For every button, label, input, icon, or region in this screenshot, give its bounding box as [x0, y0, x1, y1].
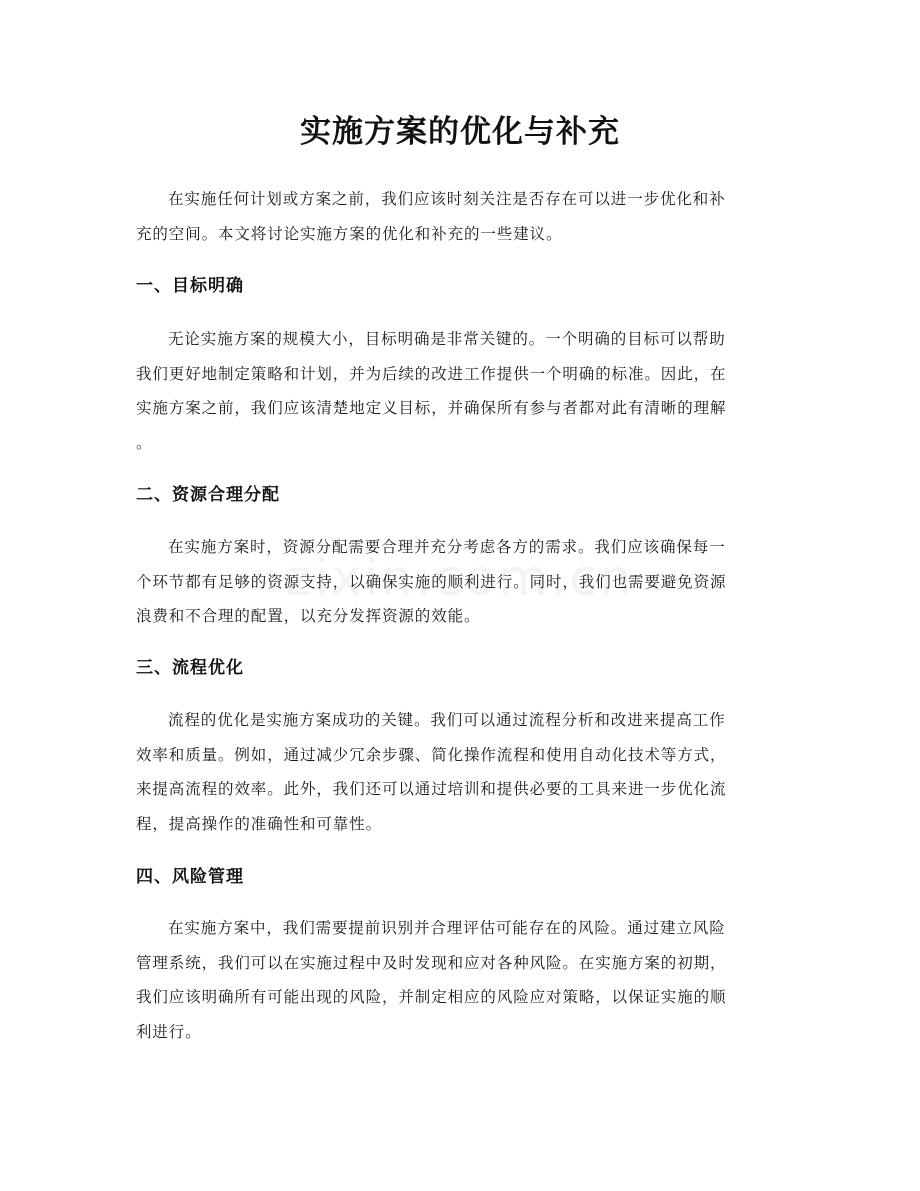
paragraph-line: 在实施方案中，我们需要提前识别并合理评估可能存在的风险。通过建立风险 — [168, 919, 726, 937]
paragraph-line: 浪费和不合理的配置，以充分发挥资源的效能。 — [136, 607, 481, 625]
section-heading: 四、风险管理 — [136, 867, 244, 887]
section-paragraph — [136, 322, 786, 460]
intro-paragraph — [136, 182, 786, 251]
paragraph-line: 个环节都有足够的资源支持，以确保实施的顺利进行。同时，我们也需要避免资源 — [136, 572, 727, 591]
section-heading: 三、流程优化 — [136, 658, 244, 678]
paragraph-line: 在实施方案时，资源分配需要合理并充分考虑各方的需求。我们应该确保每一 — [168, 538, 726, 556]
paragraph-line: 。 — [136, 433, 153, 452]
section-paragraph — [136, 530, 786, 634]
page-title: 实施方案的优化与补充 — [300, 114, 620, 150]
paragraph-line: 我们应该明确所有可能出现的风险，并制定相应的风险应对策略，以保证实施的顺 — [136, 988, 727, 1006]
paragraph-line: 效率和质量。例如，通过减少冗余步骤、简化操作流程和使用自动化技术等方式， — [136, 745, 727, 764]
section-heading: 一、目标明确 — [136, 276, 244, 296]
paragraph-line: 程，提高操作的准确性和可靠性。 — [136, 814, 383, 833]
paragraph-line: 管理系统，我们可以在实施过程中及时发现和应对各种风险。在实施方案的初期， — [136, 953, 727, 972]
paragraph-line: 我们更好地制定策略和计划，并为后续的改进工作提供一个明确的标准。因此，在 — [136, 364, 727, 383]
paragraph-line: 流程的优化是实施方案成功的关键。我们可以通过流程分析和改进来提高工作 — [168, 711, 726, 729]
paragraph-line: 实施方案之前，我们应该清楚地定义目标，并确保所有参与者都对此有清晰的理解 — [136, 399, 727, 417]
paragraph-line: 无论实施方案的规模大小，目标明确是非常关键的。一个明确的目标可以帮助 — [168, 330, 726, 348]
paragraph-line: 在实施任何计划或方案之前，我们应该时刻关注是否存在可以进一步优化和补 — [168, 190, 726, 208]
section-paragraph — [136, 703, 786, 841]
section-heading: 二、资源合理分配 — [136, 485, 280, 505]
paragraph-line: 利进行。 — [136, 1022, 202, 1041]
paragraph-line: 充的空间。本文将讨论实施方案的优化和补充的一些建议。 — [136, 224, 563, 243]
paragraph-line: 来提高流程的效率。此外，我们还可以通过培训和提供必要的工具来进一步优化流 — [136, 780, 727, 798]
section-paragraph — [136, 911, 786, 1049]
